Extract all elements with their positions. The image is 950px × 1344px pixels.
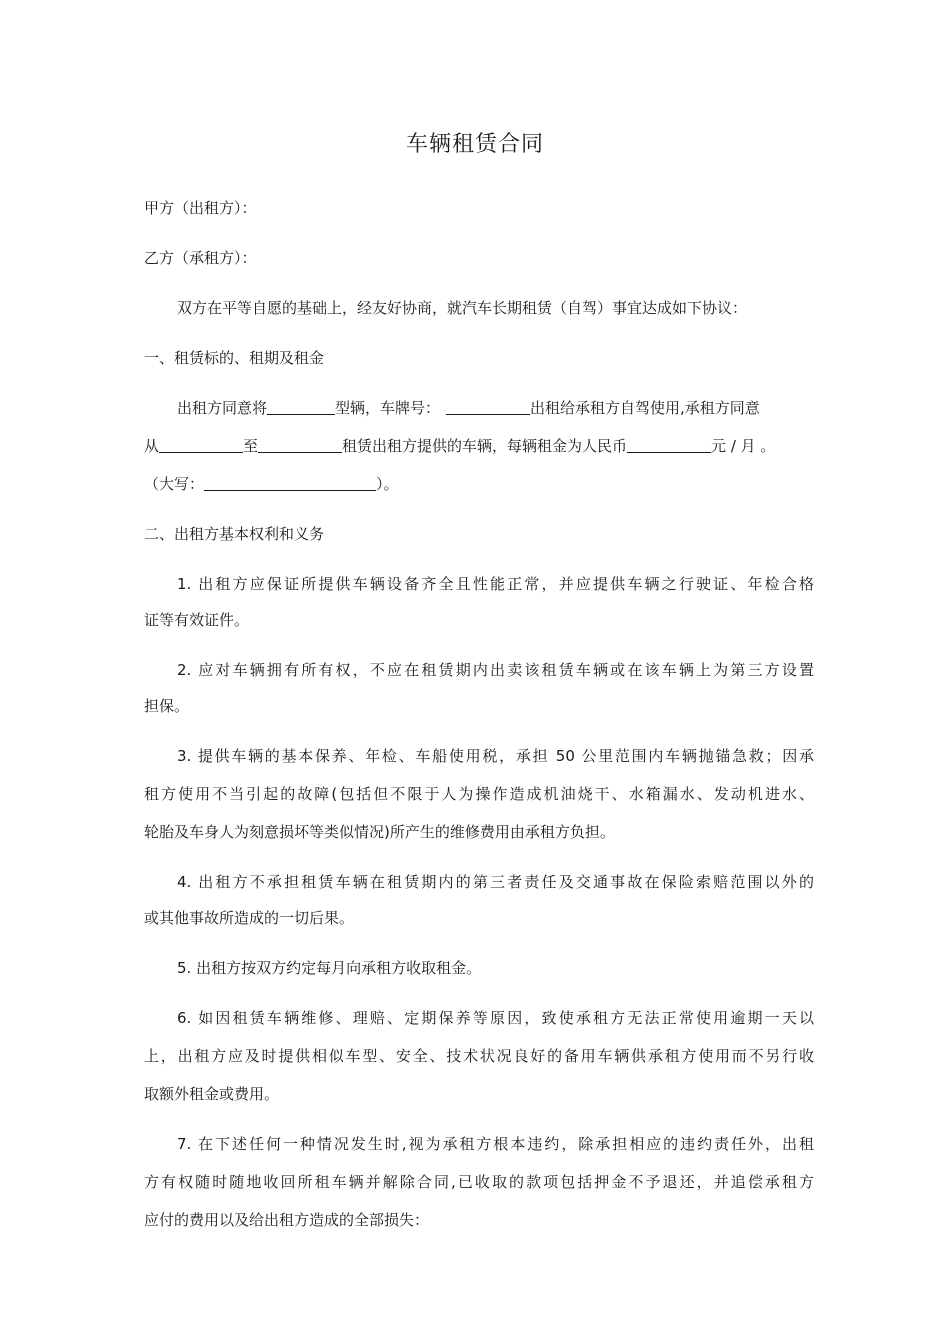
item-7-line-3: 应付的费用以及给出租方造成的全部损失： <box>144 1211 430 1229</box>
rental-terms-text: 元 / 月 。 <box>711 437 776 455</box>
item-2-line-2: 担保。 <box>144 697 190 715</box>
item-7-line-2: 方有权随时随地收回所租车辆并解除合同,已收取的款项包括押金不予退还，并追偿承租方 <box>144 1173 814 1191</box>
rental-terms-line-1 <box>144 392 814 424</box>
item-6-line-2: 上，出租方应及时提供相似车型、安全、技术状况良好的备用车辆供承租方使用而不另行收 <box>144 1047 814 1065</box>
rental-terms-text: 出租给承租方自驾使用,承租方同意 <box>530 399 760 417</box>
item-6-line-3: 取额外租金或费用。 <box>144 1085 280 1103</box>
rental-terms-text: （大写： <box>144 475 205 493</box>
item-3-line-3: 轮胎及车身人为刻意损坏等类似情况)所产生的维修费用由承租方负担。 <box>144 823 615 841</box>
rental-terms-text: 从 <box>144 437 160 455</box>
start-date-blank[interactable] <box>159 434 243 453</box>
section-1-heading: 一、租赁标的、租期及租金 <box>144 349 325 367</box>
rental-terms-text: ）。 <box>376 475 399 493</box>
rental-terms-text: 至 <box>243 437 259 455</box>
item-1-line-2: 证等有效证件。 <box>144 611 250 629</box>
item-7-line-1: 7. 在下述任何一种情况发生时,视为承租方根本违约，除承担相应的违约责任外，出租 <box>177 1135 814 1153</box>
item-5-line-1: 5. 出租方按双方约定每月向承租方收取租金。 <box>177 959 482 977</box>
amount-in-words-blank[interactable] <box>204 472 376 491</box>
item-3-line-1: 3. 提供车辆的基本保养、年检、车船使用税，承担 50 公里范围内车辆抛锚急救；因承 <box>177 747 814 765</box>
rental-terms-text: 出租方同意将 <box>177 399 268 417</box>
rental-terms-line-2 <box>144 430 814 462</box>
item-6-line-1: 6. 如因租赁车辆维修、理赔、定期保养等原因，致使承租方无法正常使用逾期一天以 <box>177 1009 814 1027</box>
end-date-blank[interactable] <box>258 434 342 453</box>
rental-terms-line-3 <box>144 468 814 500</box>
section-2-heading: 二、出租方基本权利和义务 <box>144 525 325 543</box>
party-a-line: 甲方（出租方）： <box>144 199 257 217</box>
item-2-line-1: 2. 应对车辆拥有所有权，不应在租赁期内出卖该租赁车辆或在该车辆上为第三方设置 <box>177 661 814 679</box>
rental-terms-text: 型辆，车牌号： <box>335 399 441 417</box>
preamble-paragraph: 双方在平等自愿的基础上，经友好协商，就汽车长期租赁（自驾）事宜达成如下协议： <box>177 299 748 317</box>
item-4-line-1: 4. 出租方不承担租赁车辆在租赁期内的第三者责任及交通事故在保险索赔范围以外的 <box>177 873 814 891</box>
page-title: 车辆租赁合同 <box>405 132 544 157</box>
item-3-line-2: 租方使用不当引起的故障(包括但不限于人为操作造成机油烧干、水箱漏水、发动机进水、 <box>144 785 814 803</box>
vehicle-model-blank[interactable] <box>267 396 335 415</box>
party-b-line: 乙方（承租方）： <box>144 249 257 267</box>
plate-number-blank[interactable] <box>446 396 530 415</box>
item-4-line-2: 或其他事故所造成的一切后果。 <box>144 909 355 927</box>
monthly-rent-blank[interactable] <box>627 434 711 453</box>
item-1-line-1: 1. 出租方应保证所提供车辆设备齐全且性能正常，并应提供车辆之行驶证、年检合格 <box>177 575 814 593</box>
rental-terms-text: 租赁出租方提供的车辆，每辆租金为人民币 <box>342 437 628 455</box>
